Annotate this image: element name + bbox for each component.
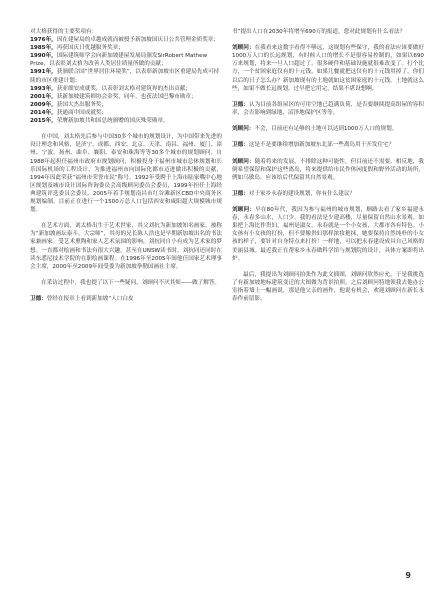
answer-3: 刘顾问：随着将来的发展，不排除这种可能性，但目前还不需要。相反地，我倒希望保留和保护这些离岛，将来提供给市民作休闲度假和野外活动的场所，例如乌敏岛，应该给后代保留其自然景观。 bbox=[232, 158, 424, 181]
question-4: 卫德：对于家乡永春的建设规划，你有什么建议？ bbox=[232, 190, 356, 197]
question-2: 卫德：认为目前各组屋区的可用空地已趋满负荷，是否要继续提高组屋的容积率，会否影响到绿地、沼泽地保护区等等。 bbox=[232, 101, 424, 116]
interview-intro: 在采访过程中，我也提了以下一些疑问，刘顾问不厌其烦——做了解答。 bbox=[41, 279, 221, 286]
award-item: 1993年，获亚细安成就奖，以表彰刘太格对建筑界的杰出贡献； bbox=[30, 85, 192, 92]
china-paragraph: 在中国，刘太格先后参与中国30多个城市的规划设计，为中国带来先进的设计理念和风格，是济宁、成都、西安、北京、天津、南昌、福州、厦门、漳州、宁波、扬州、曲阜、襄阳、泰安和珠海等等30多个城市的规划顾问。自1988年起担任福州市政府市规划顾问，积极投身于福州市城市总体规划和长乐国际机场的工程设计，为推进福州市向国际化都市迈进做出积极的贡献，1994年因此荣获“福州市荣誉市民”称号。1992年受聘于上海市陆家嘴中心地区规划及城市设计国际咨询委员会高级顾问委员会委员，1999年担任上海经典建筑评选委员会委员。2005年着手规划南昌市红谷滩新区CBD中央商务区规划编制。目前正在进行一个1500万总人口包括西安和咸阳超大规模城市规划。 bbox=[30, 134, 222, 214]
art-paragraph: 在艺术方面，刘太格出生于艺术世家，其父刘抗为新加坡知名画家，被称为“新加坡画坛泰斗，大宗师”，其母的兄长陈人浩也是早期新加坡出名的书法家兼画家。受艺术熏陶和家人艺术氛围的影响，刘抗同自小有成为艺术家的梦想。一直都对绘画和书法有很大兴趣，甚至在UNSW读书时，刘抗同还同时在读东悉尼技术学院的在职绘画课程。在1996年至2005年间他任国家艺术理事会主席，2000年至2009年间受委为新加坡拳勒国画社主席。 bbox=[30, 223, 222, 270]
question-1-continued: 书”提出人口在2030年将增至690万的报道，您对此规划有什么看法？ bbox=[232, 29, 406, 35]
answer-2: 刘顾问：不会，目前还有足够的土地可以达到1000万人口的规划。 bbox=[232, 126, 398, 133]
question-1: 卫德：曾经在报章上看到新加坡“人口白皮 bbox=[30, 296, 134, 303]
right-column bbox=[232, 28, 424, 311]
left-column bbox=[30, 28, 222, 303]
answer-1: 刘顾问：在我看来这数字看得不够远，这规划有些保守，我的看法应该要做好1000万人口的长远规划，有时候人口的增长不是很容易控制的，如果以690万来规划，将来一旦人口超过了，很多硬件和基础设施就很难改变了。打个比方，一个贫困家庭仅有的十元钱，如果几餐就把这仅有的十元钱用掉了，你们以后的日子怎么办？新加坡现有的土地就如这贫困家庭的十元钱，土地就这么些，如果不做长远规划，过早把它用完，结果不堪设想啊。 bbox=[232, 45, 424, 92]
question-3: 卫德：这是不是要继续增加新加坡东北部一些离岛用于开发住宅？ bbox=[232, 142, 395, 149]
page-number: 9 bbox=[405, 571, 411, 580]
award-item: 2015年，荣膺新加坡共和国总统颁赠的国庆殊荣勋章。 bbox=[30, 118, 169, 125]
award-item: 1976年，因在建屋局的卓越成就而被授予新加坡国庆日公共管理金质奖章； bbox=[30, 37, 219, 44]
awards-intro: 对大格获得的主要奖项有： bbox=[30, 29, 98, 35]
award-item: 1991年，获颁联合国“世界居住环境奖”，以表彰新加坡市区重建局先成可持续的市区重建计划； bbox=[30, 69, 220, 84]
answer-4: 刘顾问：早在80年代，我因为参与福州的城市规划，顺路去看了家乡福建永春，永春多山水，人口少。我的看法是少建高楼，尽量保留自然山水景观。如果把上海比作贵妇，福州是淑女，永春就是一个小女孩，大都市各有特色。小女孩有小女孩的打扮，但不要像贵妇那样浓妆艳抹，她要保持自然纯朴的小女孩的样子，要针对自身特点来打扮！一样地，可以把永春建设成具自己风格的美丽县城。最近我正在帮家乡永春做科学馆与规划院的设计，具体方案即将出炉。 bbox=[232, 207, 424, 262]
award-item: 2009年，获国大杰出服务奖； bbox=[30, 101, 108, 108]
award-item: 1990年，国际建筑师学会向新加坡建屋发展局颁发SirRobert Mathew Prize，以表彰刘太格为改善人类居住质量所做的贡献； bbox=[30, 53, 208, 68]
award-item: 1985年，再获国庆日优越服务奖章； bbox=[30, 45, 124, 52]
awards-list bbox=[30, 36, 222, 125]
closing-paragraph: 最后，我提出为刘顾问拍张作为此文插图，刘顾问欣然应允，于是我挑选了有新加坡地标建筑变迁的大图做为背景拍照。之后刘顾问特地领我去他办公室指着墙上一幅画说，那是他父亲的画作，他说有机会，欢迎刘顾问在新长永春作前留影。 bbox=[232, 271, 424, 303]
award-item: 2014年，获通商中国成就奖； bbox=[30, 109, 108, 116]
award-item: 2001年，获新加坡建筑师协会金奖，同年，也获法国巴黎市勋章； bbox=[30, 93, 197, 100]
